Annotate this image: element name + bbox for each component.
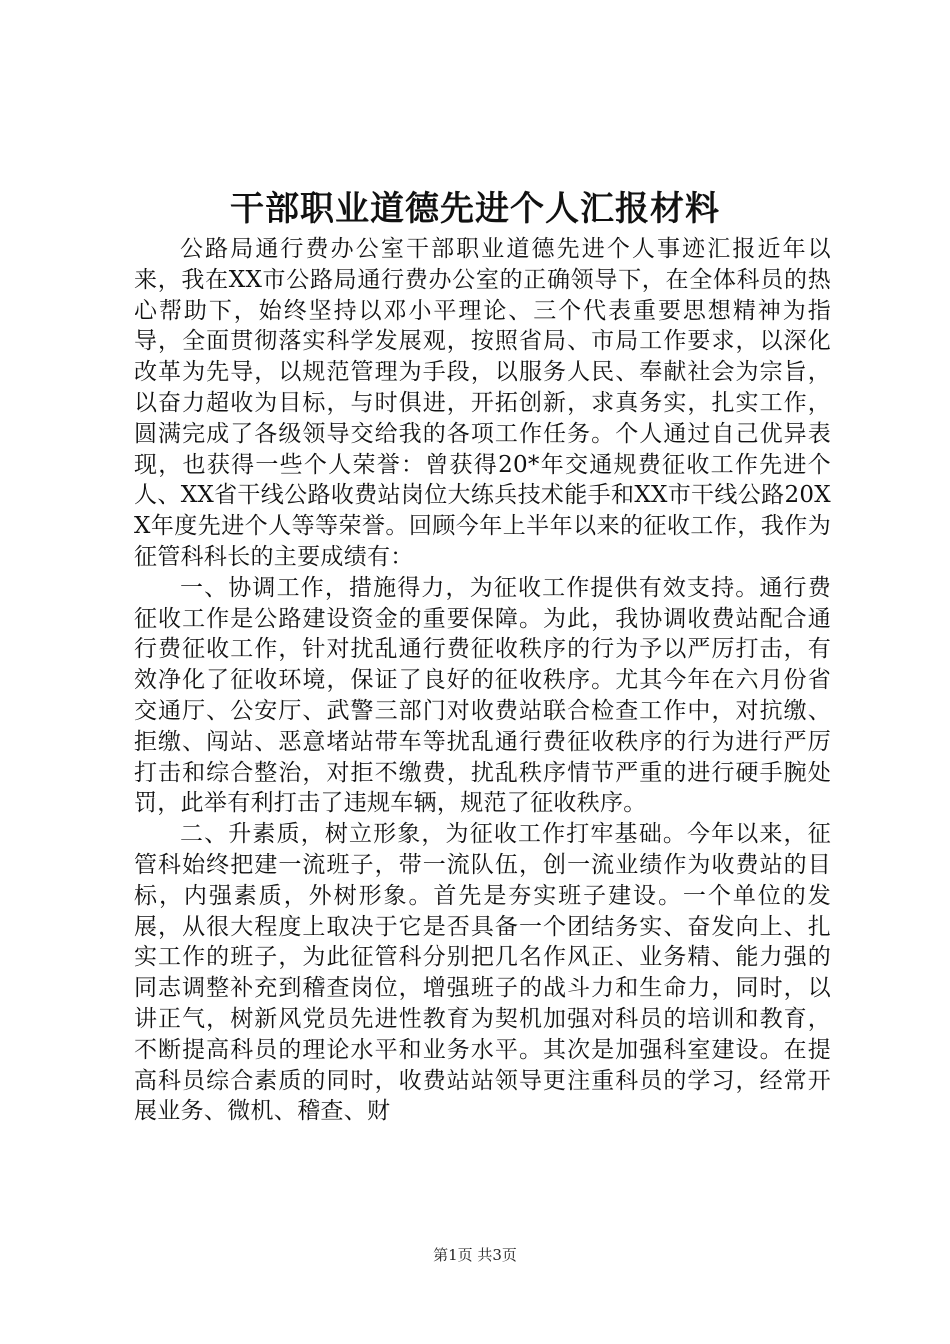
page-footer: 第1页 共3页	[433, 1246, 517, 1264]
document-title: 干部职业道德先进个人汇报材料	[230, 189, 720, 229]
paragraph-intro: 公路局通行费办公室干部职业道德先进个人事迹汇报近年以来，我在XX市公路局通行费办公室的正确领导下，在全体科员的热心帮助下，始终坚持以邓小平理论、三个代表重要思想精神为指导，全面贯彻落实科学发展观，按照省局、市局工作要求，以深化改革为先导，以规范管理为手段，以服务人民、奉献社会为宗旨，以奋力超收为目标，与时俱进，开拓创新，求真务实，扎实工作，圆满完成了各级领导交给我的各项工作任务。个人通过自己优异表现，也获得一些个人荣誉：曾获得20*年交通规费征收工作先进个人、XX省干线公路收费站岗位大练兵技术能手和XX市干线公路20XX年度先进个人等等荣誉。回顾今年上半年以来的征收工作，我作为征管科科长的主要成绩有：	[134, 236, 831, 570]
paragraph-section-one: 一、协调工作，措施得力，为征收工作提供有效支持。通行费征收工作是公路建设资金的重要保障。为此，我协调收费站配合通行费征收工作，针对扰乱通行费征收秩序的行为予以严厉打击，有效净化了征收环境，保证了良好的征收秩序。尤其今年在六月份省交通厅、公安厅、武警三部门对收费站联合检查工作中，对抗缴、拒缴、闯站、恶意堵站带车等扰乱通行费征收秩序的行为进行严厉打击和综合整治，对拒不缴费，扰乱秩序情节严重的进行硬手腕处罚，此举有利打击了违规车辆，规范了征收秩序。	[134, 574, 831, 817]
document-body	[134, 234, 831, 1127]
paragraph-section-two: 二、升素质，树立形象，为征收工作打牢基础。今年以来，征管科始终把建一流班子，带一流队伍，创一流业绩作为收费站的目标，内强素质，外树形象。首先是夯实班子建设。一个单位的发展，从很大程度上取决于它是否具备一个团结务实、奋发向上、扎实工作的班子，为此征管科分别把几名作风正、业务精、能力强的同志调整补充到稽查岗位，增强班子的战斗力和生命力，同时，以讲正气，树新风党员先进性教育为契机加强对科员的培训和教育，不断提高科员的理论水平和业务水平。其次是加强科室建设。在提高科员综合素质的同时，收费站站领导更注重科员的学习，经常开展业务、微机、稽查、财	[134, 821, 831, 1125]
